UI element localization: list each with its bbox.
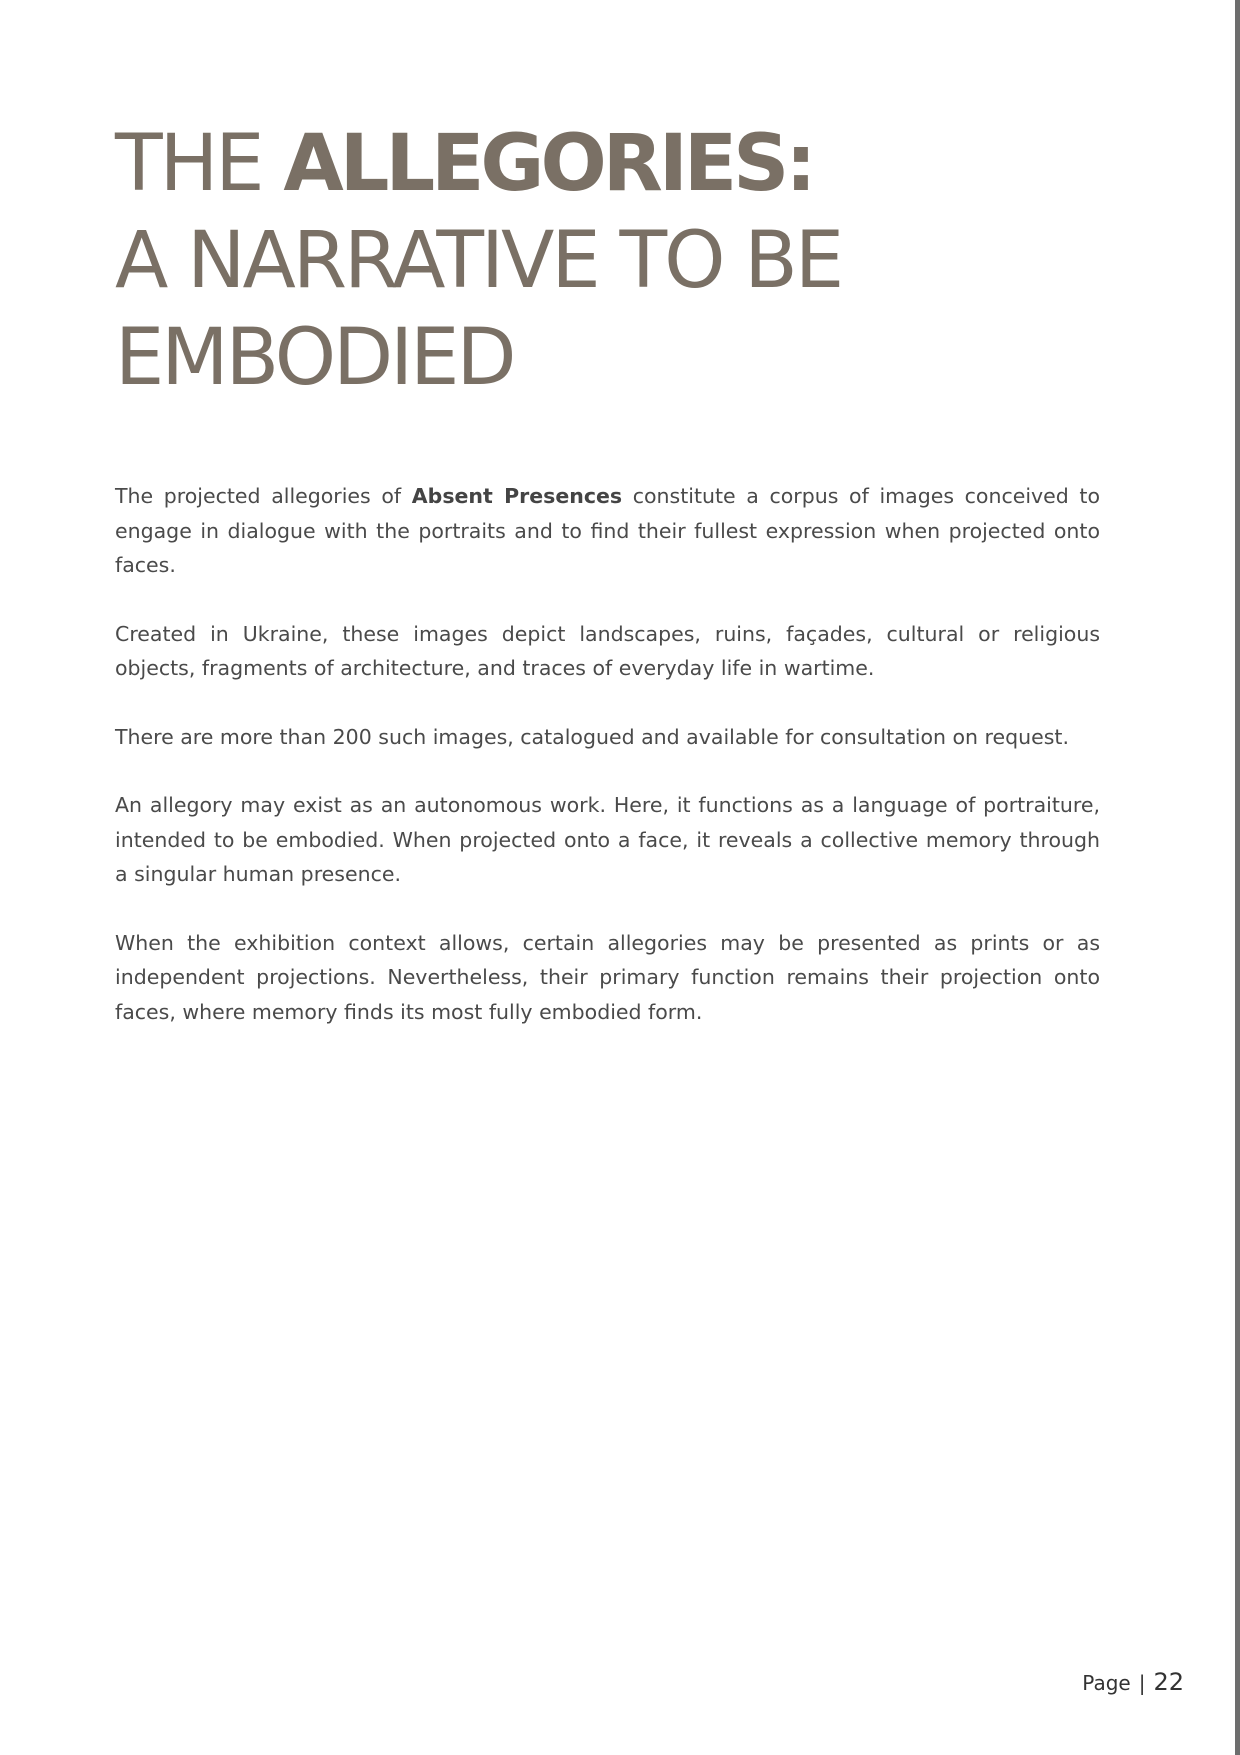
- body-text: [115, 479, 1100, 1063]
- page-separator: |: [1138, 1671, 1146, 1695]
- title-bold: ALLEGORIES: [283, 119, 786, 209]
- page-edge-line: [1235, 0, 1240, 1755]
- page-label: Page: [1082, 1671, 1131, 1695]
- page-title: [115, 116, 1075, 407]
- page-number: [1082, 1668, 1184, 1696]
- title-line-3: EMBODIED: [115, 313, 514, 403]
- paragraph-4: An allegory may exist as an autonomous work. Here, it functions as a language of portraiture, intended to be embodied. When projected onto a face, it reveals a collective memory through a singular human presence.: [115, 793, 1100, 886]
- paragraph-5: When the exhibition context allows, certain allegories may be presented as prints or as independent projections. Nevertheless, their primary function remains their projection onto faces, where memory finds its most fully embodied form.: [115, 930, 1100, 1024]
- paragraph-2: Created in Ukraine, these images depict landscapes, ruins, façades, cultural or religious objects, fragments of architecture, and traces of everyday life in wartime.: [115, 621, 1100, 680]
- title-regular: THE: [115, 119, 284, 209]
- paragraph-1-emphasis: Absent Presences: [411, 484, 623, 508]
- paragraph-1-rest: constitute a corpus of images conceived to engage in dialogue with the portraits and to find their fullest expression when projected onto faces.: [115, 484, 1101, 577]
- paragraph-1-intro: The projected allegories of: [115, 484, 412, 508]
- title-line-1: [115, 116, 1075, 213]
- page-number-value: 22: [1153, 1668, 1184, 1696]
- title-colon: :: [785, 119, 813, 209]
- paragraph-3: There are more than 200 such images, catalogued and available for consultation on request.: [115, 724, 1069, 749]
- title-line-2: A NARRATIVE TO BE: [115, 216, 842, 306]
- paragraph-1: [115, 479, 1100, 583]
